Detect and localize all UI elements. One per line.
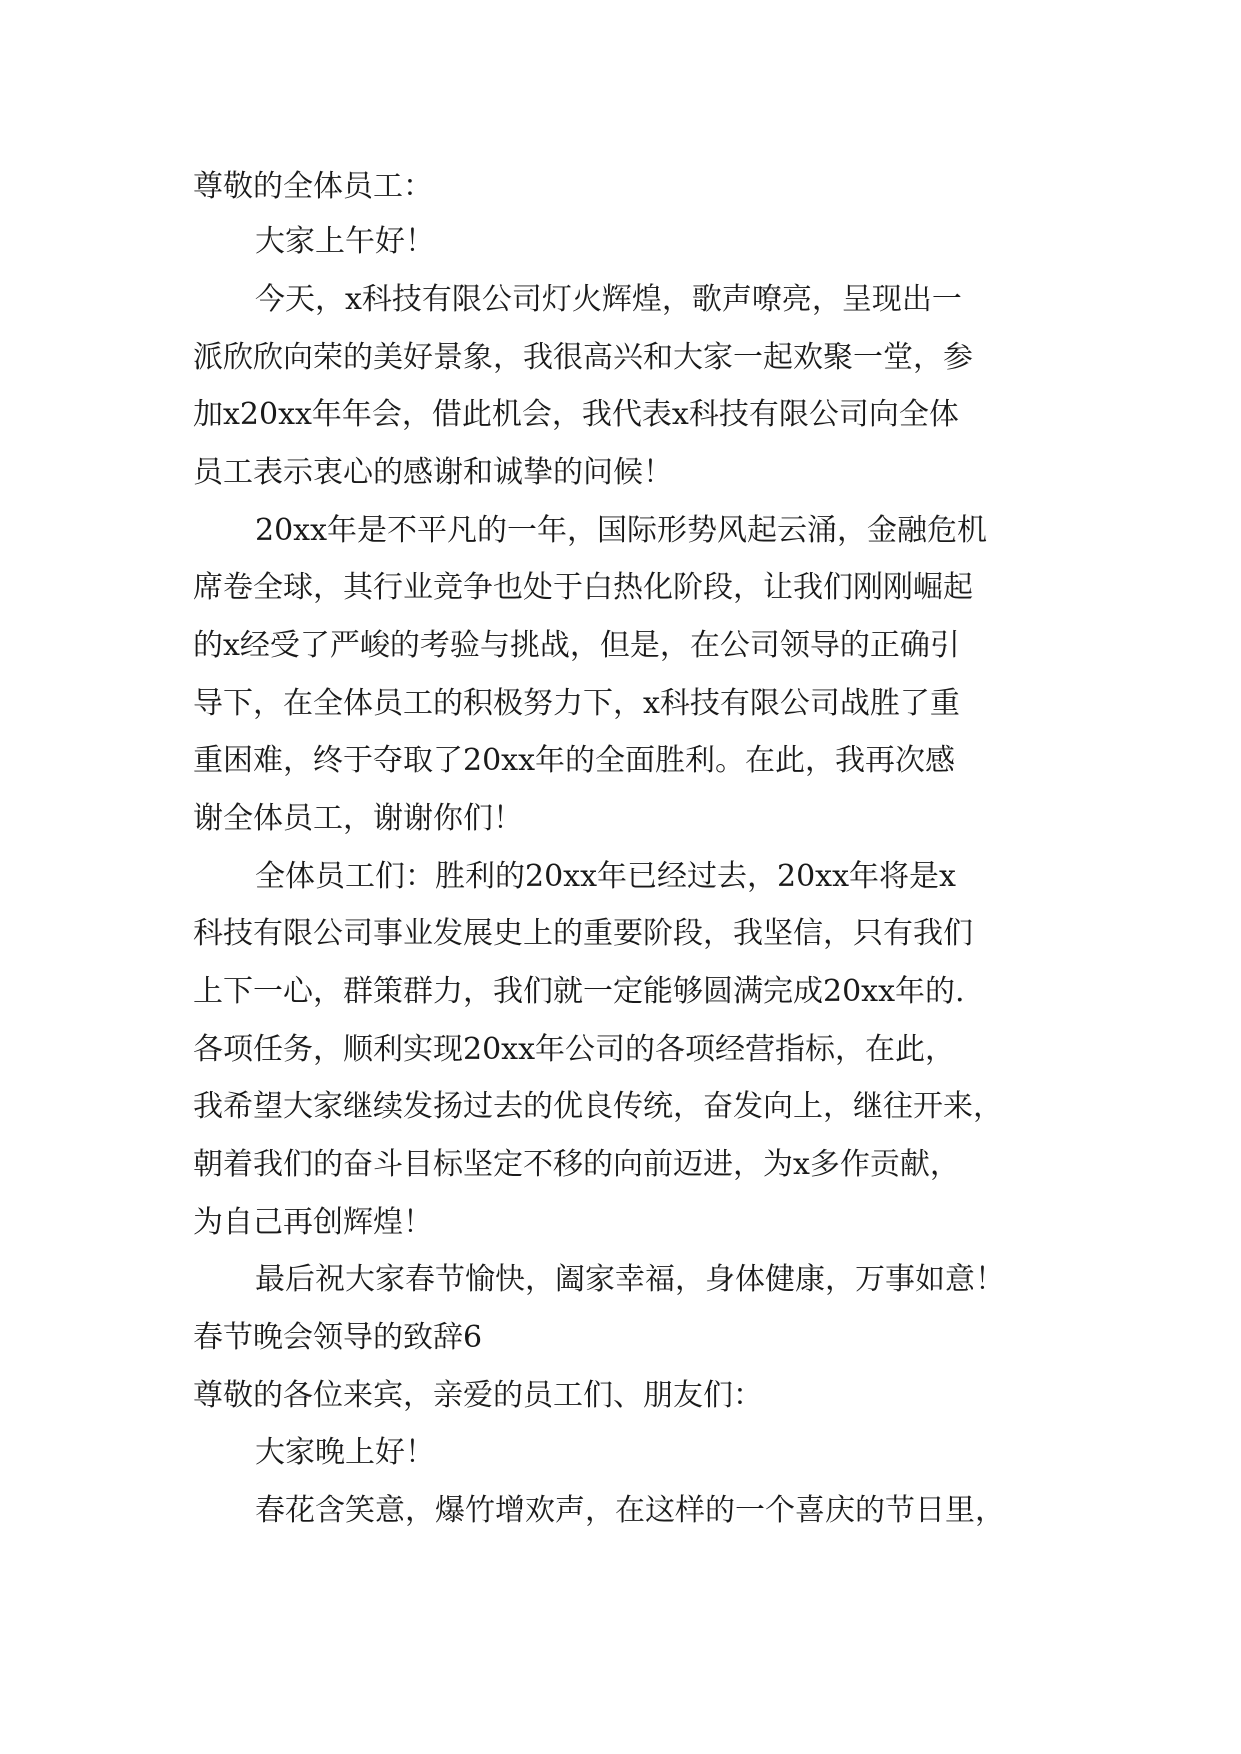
text-line: 全体员工们：胜利的20xx年已经过去，20xx年将是x (255, 859, 956, 894)
text-line: 派欣欣向荣的美好景象，我很高兴和大家一起欢聚一堂，参 (193, 340, 973, 375)
text-line: 谢全体员工，谢谢你们！ (193, 801, 523, 836)
text-line: 科技有限公司事业发展史上的重要阶段，我坚信，只有我们 (193, 916, 973, 951)
text-line: 春花含笑意，爆竹增欢声，在这样的一个喜庆的节日里， (255, 1493, 1005, 1528)
text-line: 大家上午好！ (255, 224, 435, 259)
text-line: 导下，在全体员工的积极努力下，x科技有限公司战胜了重 (193, 686, 960, 721)
text-line: 上下一心，群策群力，我们就一定能够圆满完成20xx年的. (193, 974, 965, 1009)
text-line: 重困难，终于夺取了20xx年的全面胜利。在此，我再次感 (193, 743, 956, 778)
text-line: 大家晚上好！ (255, 1435, 435, 1470)
text-line: 的x经受了严峻的考验与挑战，但是，在公司领导的正确引 (193, 628, 960, 663)
text-line: 最后祝大家春节愉快，阖家幸福，身体健康，万事如意！ (255, 1262, 1005, 1297)
text-line: 员工表示衷心的感谢和诚挚的问候！ (193, 455, 673, 490)
text-line: 席卷全球，其行业竞争也处于白热化阶段，让我们刚刚崛起 (193, 570, 973, 605)
text-line: 加x20xx年年会，借此机会，我代表x科技有限公司向全体 (193, 397, 959, 432)
text-line: 为自己再创辉煌！ (193, 1205, 433, 1240)
text-line: 尊敬的全体员工： (193, 169, 433, 204)
text-line: 20xx年是不平凡的一年，国际形势风起云涌，金融危机 (255, 513, 988, 548)
text-line: 各项任务，顺利实现20xx年公司的各项经营指标，在此， (193, 1032, 956, 1067)
text-line: 朝着我们的奋斗目标坚定不移的向前迈进，为x多作贡献， (193, 1147, 960, 1182)
section-heading: 春节晚会领导的致辞6 (193, 1320, 483, 1355)
text-line: 我希望大家继续发扬过去的优良传统，奋发向上，继往开来， (193, 1089, 1003, 1124)
text-line: 今天，x科技有限公司灯火辉煌，歌声嘹亮，呈现出一 (255, 282, 962, 317)
text-line: 尊敬的各位来宾，亲爱的员工们、朋友们： (193, 1378, 763, 1413)
